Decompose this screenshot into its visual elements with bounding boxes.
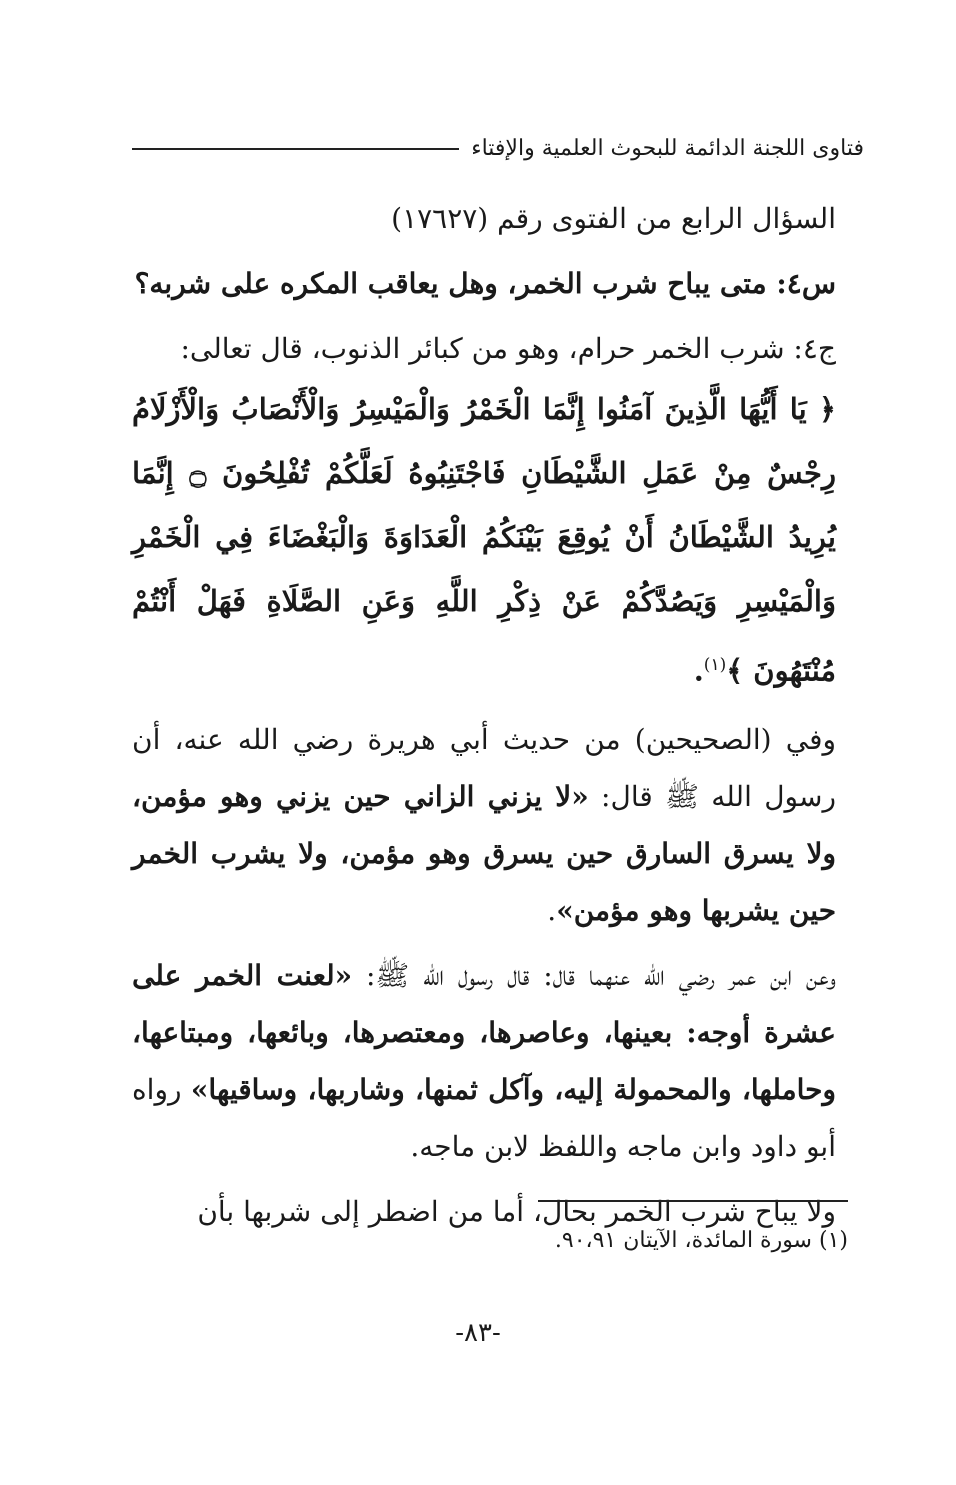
- quran-verse: ﴿ يَا أَيُّهَا الَّذِينَ آمَنُوا إِنَّمَا الْخَمْرُ وَالْمَيْسِرُ وَالْأَنْصَابُ وَالْأَزْلَامُ رِجْسٌ مِنْ عَمَلِ الشَّيْطَانِ فَاجْتَنِبُوهُ لَعَلَّكُمْ تُفْلِحُونَ ۝ إِنَّمَا يُرِيدُ الشَّيْطَانُ أَنْ يُوقِعَ بَيْنَكُمُ الْعَدَاوَةَ وَالْبَغْضَاءَ فِي الْخَمْرِ وَالْمَيْسِرِ وَيَصُدَّكُمْ عَنْ ذِكْرِ اللَّهِ وَعَنِ الصَّلَاةِ فَهَلْ أَنْتُمْ مُنْتَهُونَ ﴾: [132, 392, 836, 688]
- hadith-paragraph-1: [132, 711, 836, 939]
- fatwa-source-line: السؤال الرابع من الفتوى رقم (١٧٦٢٧): [391, 202, 836, 235]
- hadith2-end: رواه أبو داود وابن ماجه واللفظ لابن ماجه.: [132, 1072, 836, 1163]
- running-header: [132, 136, 864, 161]
- quran-verse-paragraph: [132, 377, 836, 703]
- question-text: س٤: متى يباح شرب الخمر، وهل يعاقب المكره على شربه؟: [134, 267, 836, 300]
- hadith2-text: «لعنت الخمر على عشرة أوجه: بعينها، وعاصرها، ومعتصرها، وبائعها، ومبتاعها، وحاملها، والمحمولة إليه، وآكل ثمنها، وشاربها، وساقيها»: [132, 958, 836, 1106]
- quran-end: .: [693, 653, 704, 688]
- hadith-paragraph-2: [132, 947, 836, 1175]
- footnote-rule: [538, 1200, 848, 1202]
- header-rule: [132, 148, 459, 150]
- header-title: فتاوى اللجنة الدائمة للبحوث العلمية والإفتاء: [471, 136, 864, 161]
- continuation-line: ولا يباح شرب الخمر بحال، أما من اضطر إلى شربها بأن: [197, 1194, 836, 1228]
- body-text: [132, 190, 836, 1240]
- footnote-ref: (١): [703, 655, 727, 675]
- hadith1-intro: وفي (الصحيحين) من حديث أبي هريرة رضي الله عنه، أن رسول الله ﷺ قال:: [132, 722, 836, 813]
- hadith2-intro: وعن ابن عمر رضي الله عنهما قال: قال رسول الله ﷺ:: [352, 958, 836, 992]
- page-number: -٨٣-: [455, 1318, 501, 1348]
- footnote: (١) سورة المائدة، الآيتان ٩٠،٩١.: [554, 1228, 848, 1253]
- hadith1-text: «لا يزني الزاني حين يزني وهو مؤمن، ولا يسرق السارق حين يسرق وهو مؤمن، ولا يشرب الخمر حين يشربها وهو مؤمن»: [132, 779, 836, 927]
- answer-intro: ج٤: شرب الخمر حرام، وهو من كبائر الذنوب، قال تعالى:: [180, 332, 836, 365]
- hadith1-end: .: [547, 893, 557, 927]
